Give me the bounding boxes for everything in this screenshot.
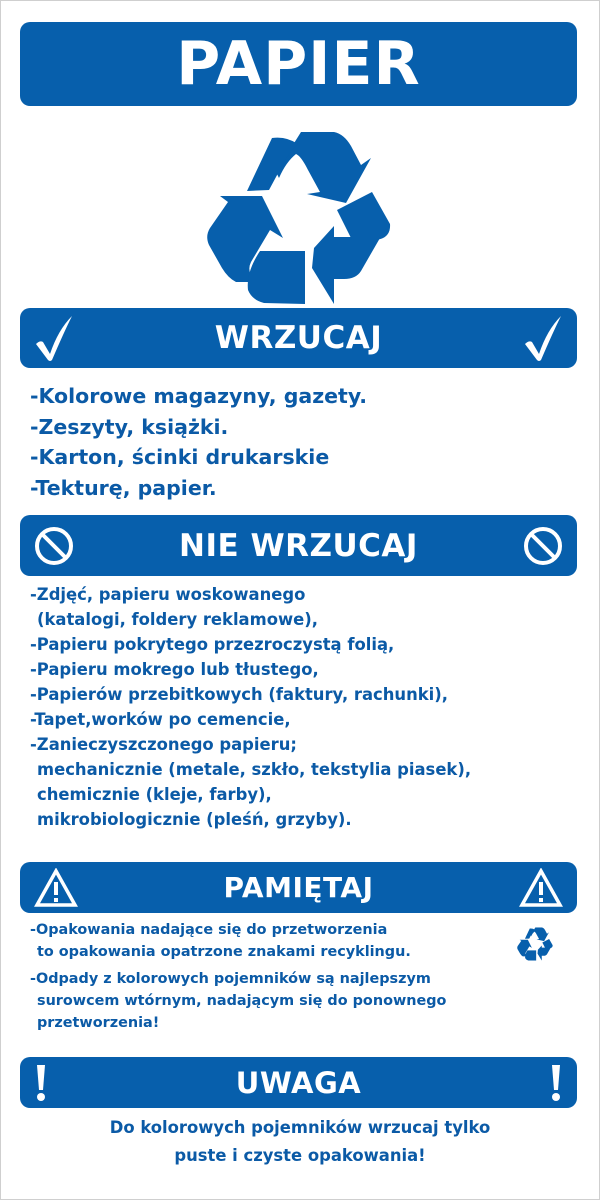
list-item: -Papieru mokrego lub tłustego, <box>30 660 319 679</box>
uwaga-line: puste i czyste opakowania! <box>174 1146 426 1165</box>
title-banner <box>20 22 577 106</box>
exclamation-icon <box>34 1063 48 1103</box>
exclamation-icon <box>549 1063 563 1103</box>
list-item: -Papierów przebitkowych (faktury, rachunki), <box>30 685 449 704</box>
nie-wrzucaj-list <box>30 582 471 832</box>
list-item-continuation: surowcem wtórnym, nadającym się do ponownego <box>37 993 447 1009</box>
list-item-continuation: chemicznie (kleje, farby), <box>37 785 272 804</box>
list-item-continuation: to opakowania opatrzone znakami recyklingu. <box>37 944 411 960</box>
pamietaj-banner <box>20 862 577 913</box>
recycle-small-icon <box>517 926 553 962</box>
list-item-continuation: mikrobiologicznie (pleśń, grzyby). <box>37 810 352 829</box>
wrzucaj-list <box>30 381 367 503</box>
list-item: -Zdjęć, papieru woskowanego <box>30 585 306 604</box>
prohibited-icon <box>523 526 563 566</box>
list-item: -Opakowania nadające się do przetworzenia <box>30 922 388 938</box>
checkmark-icon <box>523 314 563 362</box>
pamietaj-heading: PAMIĘTAJ <box>223 871 374 904</box>
warning-triangle-icon <box>34 868 78 908</box>
list-item-continuation: (katalogi, foldery reklamowe), <box>37 610 318 629</box>
list-item: -Zanieczyszczonego papieru; <box>30 735 297 754</box>
list-item: -Zeszyty, książki. <box>30 414 229 439</box>
list-item: -Papieru pokrytego przezroczystą folią, <box>30 635 395 654</box>
pamietaj-list <box>30 919 446 1034</box>
recycle-icon <box>206 132 392 304</box>
uwaga-message <box>0 1114 600 1170</box>
wrzucaj-banner <box>20 308 577 368</box>
list-item: -Karton, ścinki drukarskie <box>30 445 330 469</box>
list-item: -Tapet,worków po cemencie, <box>30 710 291 729</box>
nie-wrzucaj-heading: NIE WRZUCAJ <box>179 527 418 564</box>
list-item: -Tekturę, papier. <box>30 475 217 500</box>
nie-wrzucaj-banner <box>20 515 577 576</box>
warning-triangle-icon <box>519 868 563 908</box>
prohibited-icon <box>34 526 74 566</box>
list-item-continuation: przetworzenia! <box>37 1015 160 1031</box>
list-item: -Odpady z kolorowych pojemników są najlepszym <box>30 971 431 987</box>
wrzucaj-heading: WRZUCAJ <box>214 320 383 356</box>
uwaga-heading: UWAGA <box>235 1065 362 1100</box>
uwaga-banner <box>20 1057 577 1108</box>
uwaga-line: Do kolorowych pojemników wrzucaj tylko <box>109 1118 491 1137</box>
list-item-continuation: mechanicznie (metale, szkło, tekstylia piasek), <box>37 760 472 779</box>
sign-title: PAPIER <box>176 29 421 99</box>
list-item: -Kolorowe magazyny, gazety. <box>30 384 368 408</box>
checkmark-icon <box>34 314 74 362</box>
